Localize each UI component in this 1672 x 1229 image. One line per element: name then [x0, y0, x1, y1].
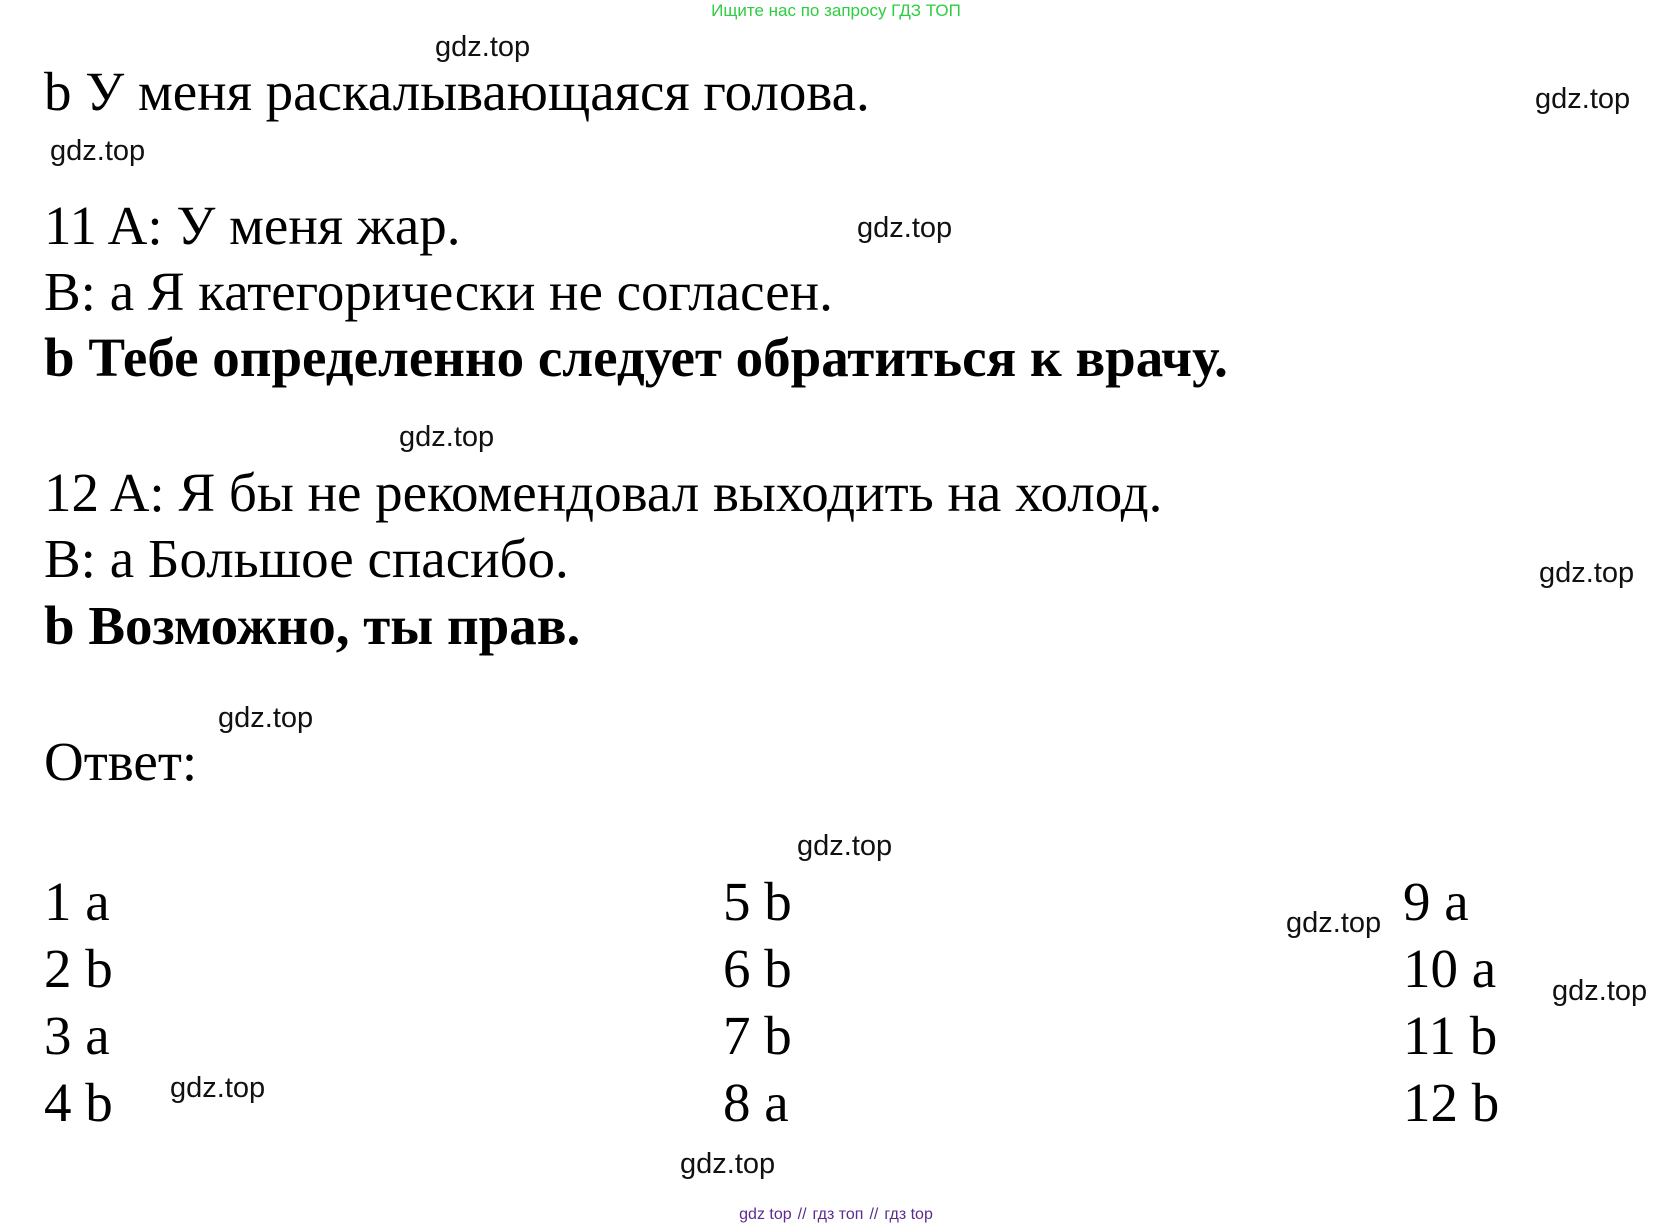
answer-label: Ответ:: [44, 731, 198, 792]
watermark: gdz.top: [170, 1072, 266, 1104]
answer-item: 10 a: [1403, 938, 1497, 999]
answers-column-3: [1403, 868, 1499, 1136]
answer-item: 12 b: [1403, 1072, 1500, 1133]
line-12-a: 12 A: Я бы не рекомендовал выходить на холод.: [44, 462, 1163, 523]
watermark: gdz.top: [797, 830, 893, 862]
watermark: gdz.top: [435, 31, 531, 63]
answer-item: 9 a: [1403, 871, 1469, 932]
footer-separator: //: [869, 1206, 879, 1223]
footer-item: гдз топ: [812, 1206, 864, 1223]
footer-links: [0, 1206, 1672, 1224]
watermark: gdz.top: [680, 1148, 776, 1180]
line-10-b: b У меня раскалывающаяся голова.: [44, 61, 870, 122]
answer-item: 1 a: [44, 871, 110, 932]
watermark: gdz.top: [1286, 907, 1382, 939]
answer-item: 8 a: [723, 1072, 789, 1133]
answers-column-1: [44, 868, 113, 1136]
answer-item: 2 b: [44, 938, 113, 999]
answer-item: 7 b: [723, 1005, 792, 1066]
watermark: gdz.top: [857, 212, 953, 244]
line-12-b-b: b Возможно, ты прав.: [44, 595, 581, 656]
watermark: gdz.top: [218, 702, 314, 734]
watermark: gdz.top: [1552, 975, 1648, 1007]
search-banner: Ищите нас по запросу ГДЗ ТОП: [711, 1, 961, 20]
footer-item: гдз top: [884, 1206, 933, 1223]
watermark: gdz.top: [50, 135, 146, 167]
answer-item: 11 b: [1403, 1005, 1498, 1066]
line-11-b-a: B: a Я категорически не согласен.: [44, 261, 833, 322]
answer-item: 4 b: [44, 1072, 113, 1133]
line-11-b-b: b Тебе определенно следует обратиться к врачу.: [44, 327, 1228, 388]
line-11-a: 11 A: У меня жар.: [44, 195, 461, 256]
watermark: gdz.top: [1539, 557, 1635, 589]
watermark: gdz.top: [399, 421, 495, 453]
watermark: gdz.top: [1535, 83, 1631, 115]
footer-item: gdz top: [739, 1206, 792, 1223]
answer-item: 3 a: [44, 1005, 110, 1066]
line-12-b-a: B: a Большое спасибо.: [44, 528, 569, 589]
answers-column-2: [723, 868, 792, 1136]
answer-item: 6 b: [723, 938, 792, 999]
answer-item: 5 b: [723, 871, 792, 932]
footer-separator: //: [797, 1206, 807, 1223]
